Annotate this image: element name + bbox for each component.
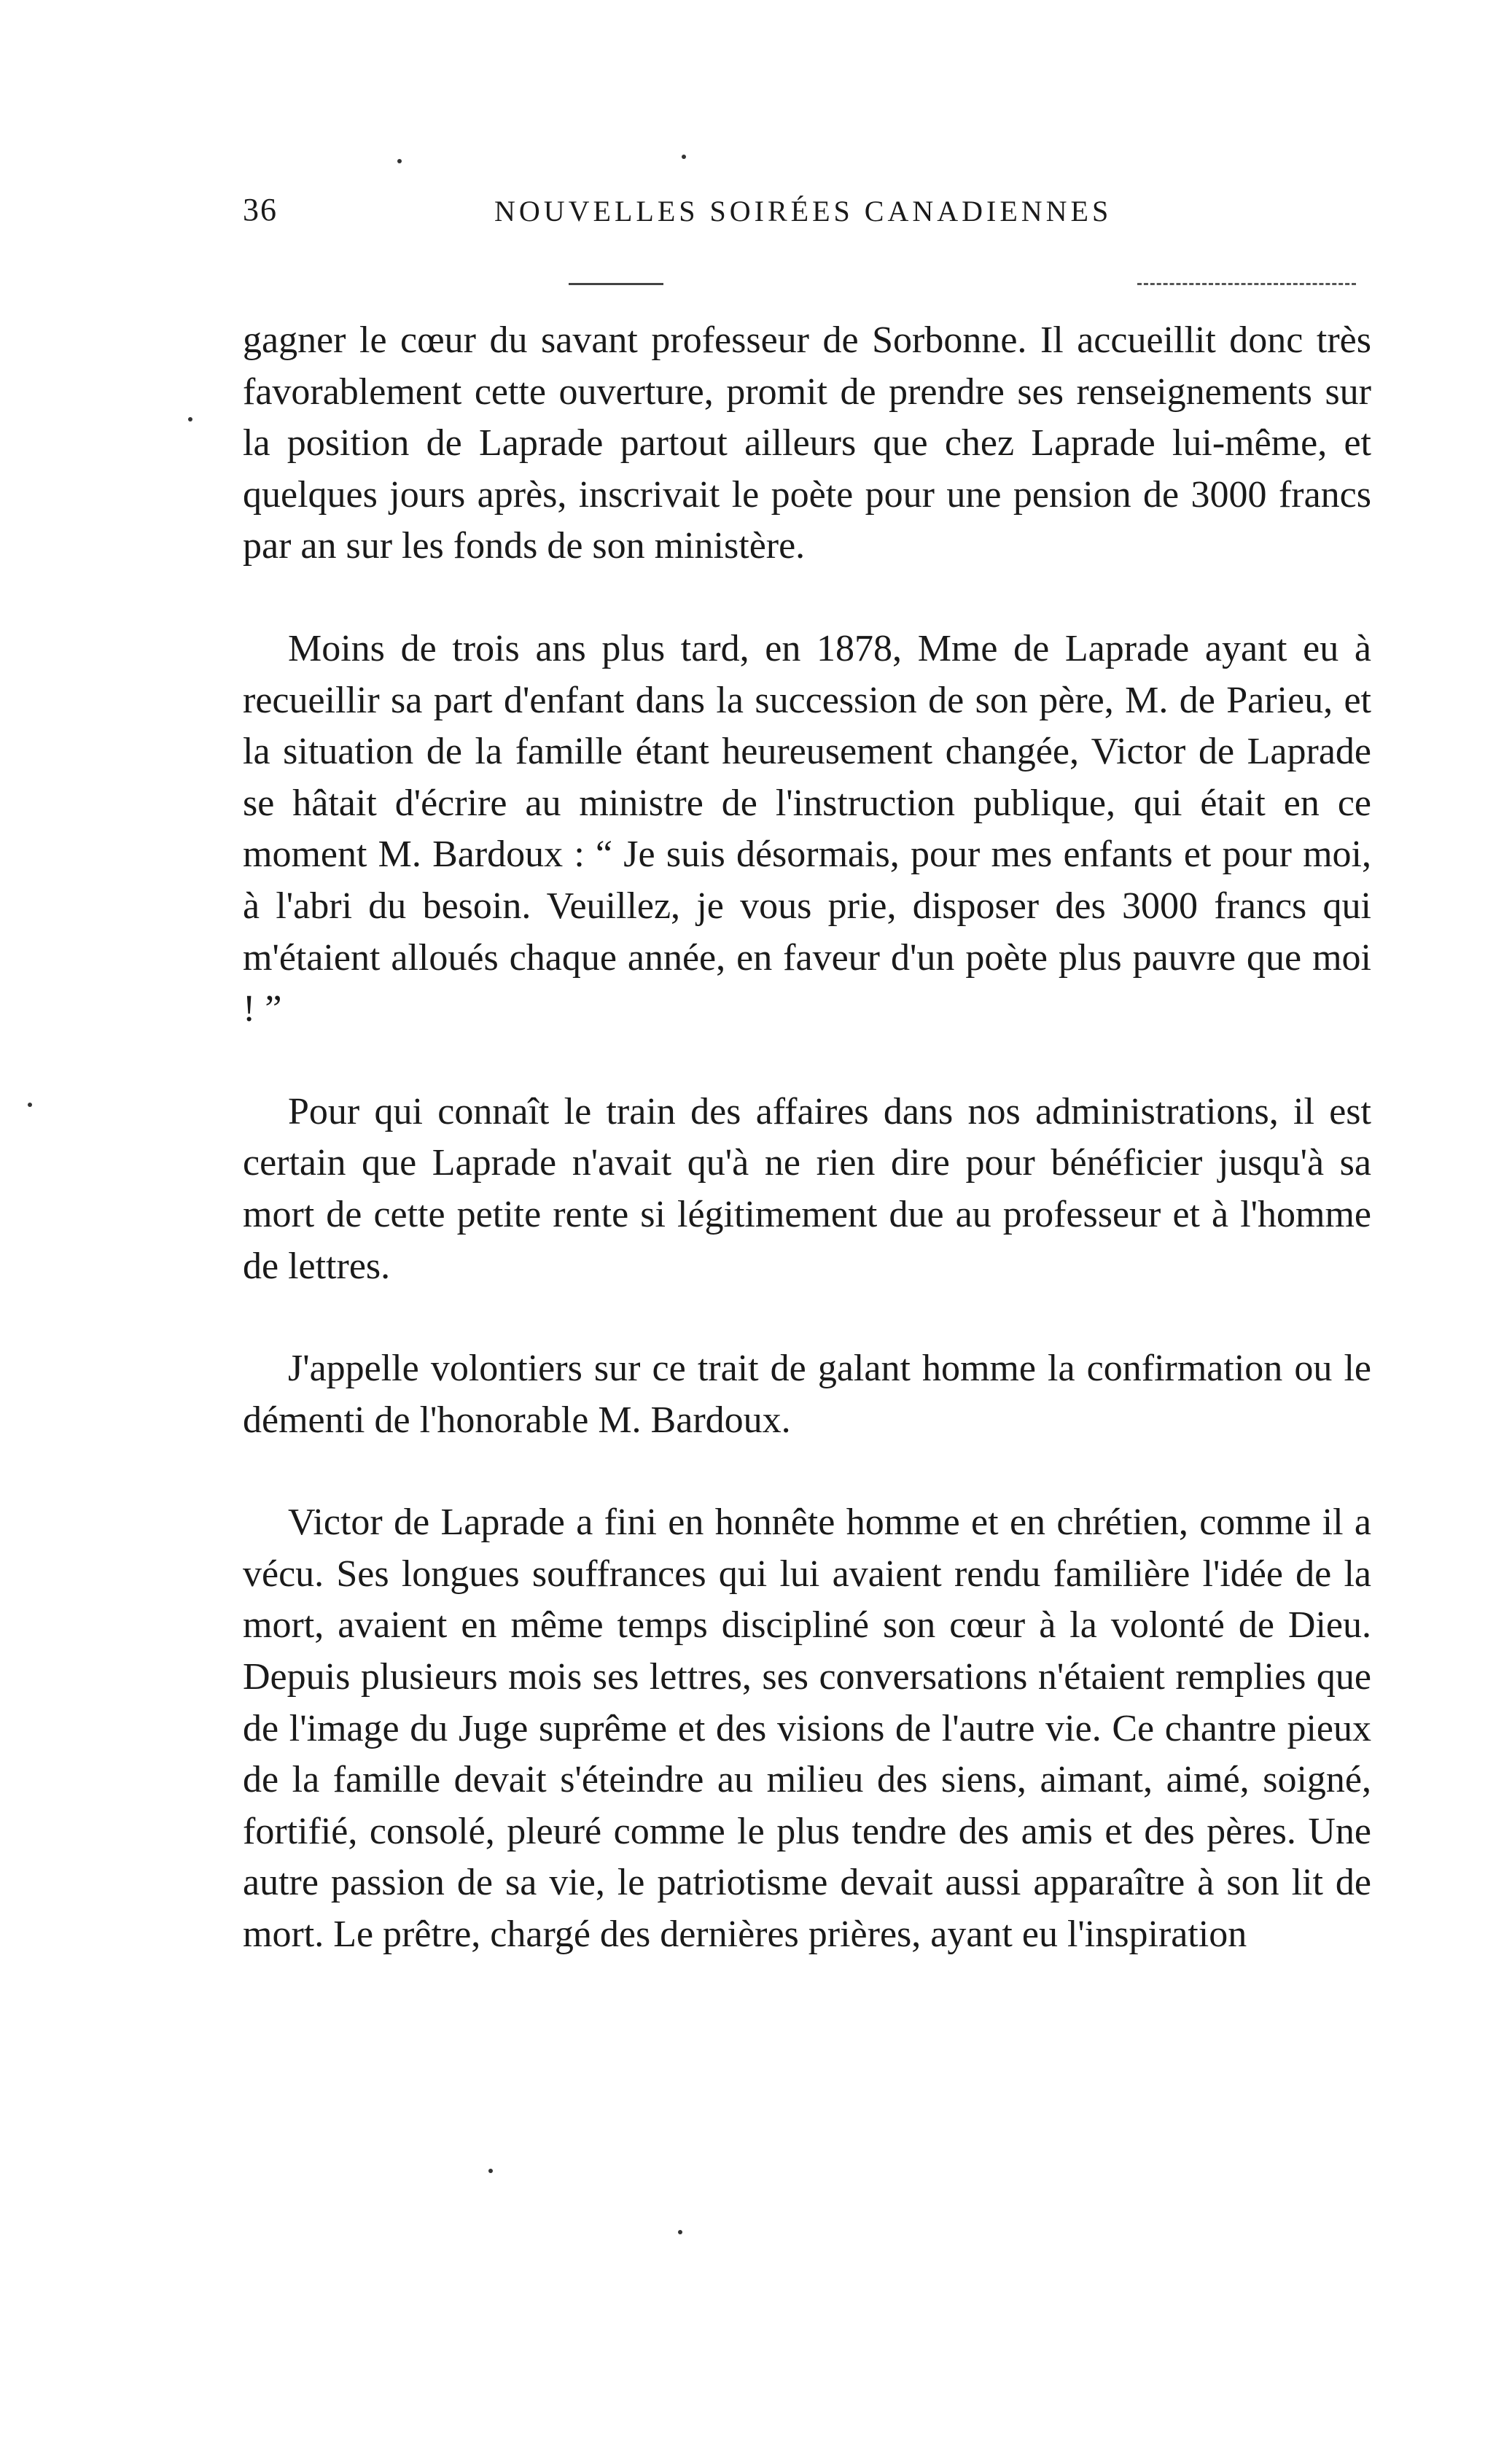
header-rule-dashed [1137, 283, 1356, 285]
paragraph-4: J'appelle volontiers sur ce trait de galant homme la confirmation ou le démenti de l'honorable M. Bardoux. [243, 1348, 1371, 1441]
body-text [243, 315, 1371, 1961]
print-speck [682, 155, 686, 159]
page-header [243, 191, 1369, 242]
page-number: 36 [243, 192, 278, 228]
paragraph-5: Victor de Laprade a fini en honnête homme et en chrétien, comme il a vécu. Ses longues souffrances qui lui avaient rendu familière l'idée de la mort, avaient en même temps discipliné son cœur à la volonté de Dieu. Depuis plusieurs mois ses lettres, ses conversations n'étaient remplies que de l'image du Juge suprême et des visions de l'autre vie. Ce chantre pieux de la famille devait s'éteindre au milieu des siens, aimant, aimé, soigné, fortifié, consolé, pleuré comme le plus tendre des amis et des pères. Une autre passion de sa vie, le patriotisme devait aussi apparaître à son lit de mort. Le prêtre, chargé des dernières prières, ayant eu l'inspiration [243, 1501, 1371, 1956]
print-speck [397, 159, 402, 163]
print-speck [488, 2169, 493, 2173]
print-speck [188, 417, 192, 421]
paragraph-1: gagner le cœur du savant professeur de Sorbonne. Il accueillit donc très favorablement cette ouverture, promit de prendre ses renseignements sur la position de Laprade partout ailleurs que chez Laprade lui-même, et quelques jours après, inscrivait le poète pour une pension de 3000 francs par an sur les fonds de son ministère. [243, 319, 1371, 567]
paragraph-3: Pour qui connaît le train des affaires dans nos administrations, il est certain que Laprade n'avait qu'à ne rien dire pour bénéficier jusqu'à sa mort de cette petite rente si légitimement due au professeur et à l'homme de lettres. [243, 1090, 1371, 1287]
paragraph-2: Moins de trois ans plus tard, en 1878, Mme de Laprade ayant eu à recueillir sa part d'enfant dans la succession de son père, M. de Parieu, et la situation de la famille étant heureusement changée, Victor de Laprade se hâtait d'écrire au ministre de l'instruction publique, qui était en ce moment M. Bardoux : “ Je suis désormais, pour mes enfants et pour moi, à l'abri du besoin. Veuillez, je vous prie, disposer des 3000 francs qui m'étaient alloués chaque année, en faveur d'un poète plus pauvre que moi ! ” [243, 627, 1371, 1030]
running-title: NOUVELLES SOIRÉES CANADIENNES [494, 195, 1112, 228]
print-speck [28, 1103, 32, 1107]
print-speck [678, 2230, 682, 2234]
header-rule [569, 283, 663, 285]
